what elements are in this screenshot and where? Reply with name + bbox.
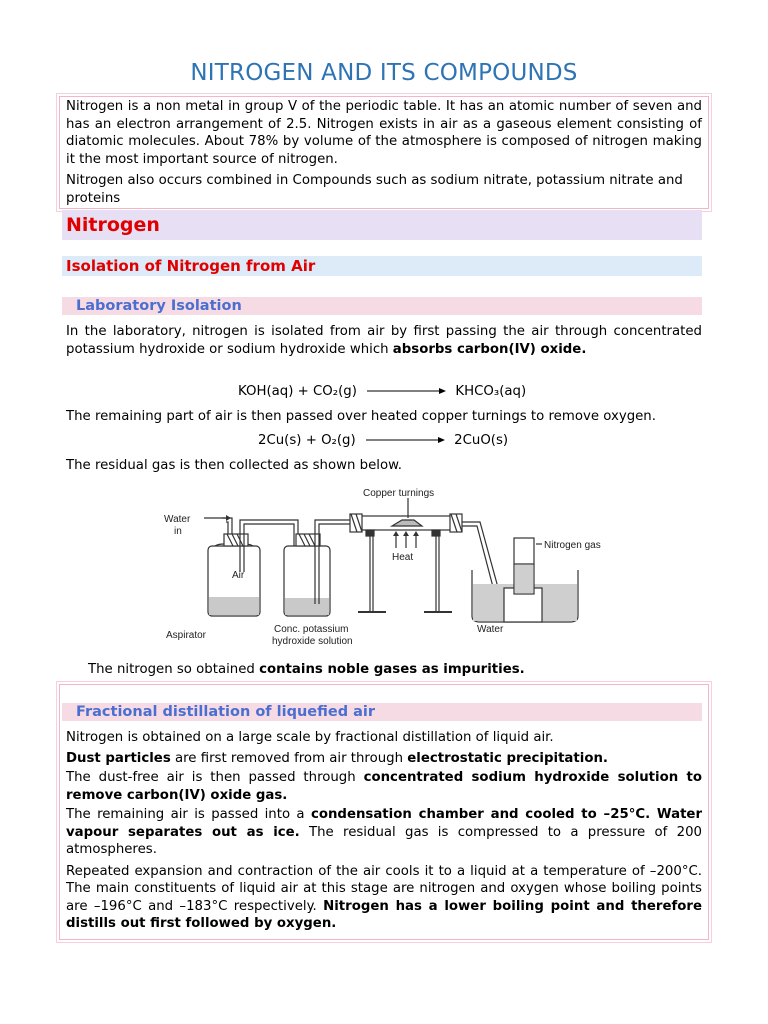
apparatus-diagram — [160, 484, 620, 650]
fractional-paragraph-4 — [66, 806, 702, 859]
lab-paragraph-3 — [66, 457, 702, 475]
label-copper-turnings: Copper turnings — [363, 488, 435, 499]
equation-2 — [258, 433, 508, 448]
lab-paragraph-2-text: The remaining part of air is then passed over heated copper turnings to remove oxygen. — [66, 409, 656, 424]
fractional-p5-bold: Nitrogen has a lower boiling point and therefore distills out first followed by oxygen. — [66, 898, 702, 931]
equation-2-right: 2CuO(s) — [454, 433, 509, 448]
lab-note-bold: contains noble gases as impurities. — [259, 662, 525, 677]
label-aspirator: Aspirator — [166, 630, 207, 641]
lab-paragraph-2 — [66, 408, 702, 426]
fractional-p2-bold-2: electrostatic precipitation. — [407, 750, 608, 766]
label-water-in-1: Water — [164, 514, 191, 525]
subheading-isolation: Isolation of Nitrogen from Air — [62, 256, 702, 276]
lab-note-text: The nitrogen so obtained — [88, 662, 260, 677]
fractional-p2-text: are first removed from air through — [170, 750, 408, 766]
label-water-in-2: in — [174, 526, 182, 537]
equation-1-right: KHCO₃(aq) — [455, 384, 527, 399]
heading-fractional-distillation: Fractional distillation of liquefied air — [62, 703, 702, 721]
arrow-icon — [365, 386, 447, 396]
page-title: NITROGEN AND ITS COMPOUNDS — [190, 60, 578, 86]
lab-text: In the laboratory, nitrogen is isolated from air by first passing the air through concentrated potassium hydroxide or sodium hydroxide which — [66, 324, 702, 357]
lab-paragraph-3-text: The residual gas is then collected as shown below. — [66, 458, 402, 473]
heading-laboratory-isolation: Laboratory Isolation — [62, 297, 702, 315]
label-heat: Heat — [392, 552, 414, 563]
fractional-p5-text: Repeated expansion and contraction of the air cools it to a liquid at a temperature of –200°C. The main constituents of liquid air at this stage are nitrogen and oxygen whose boiling points are –196°C and –183°C respectively. — [66, 863, 702, 914]
arrow-icon — [364, 435, 446, 445]
section-heading-nitrogen: Nitrogen — [62, 210, 702, 240]
equation-2-left: 2Cu(s) + O₂(g) — [258, 433, 356, 448]
fractional-paragraph-5 — [66, 863, 702, 933]
fractional-p4-bold: condensation chamber and cooled to –25°C. Water vapour separates out as ice. — [66, 807, 703, 840]
fractional-p3-text: The dust-free air is then passed through — [66, 770, 364, 785]
fractional-p3-bold: concentrated sodium hydroxide solution to remove carbon(IV) oxide gas. — [66, 770, 702, 803]
equation-1-left: KOH(aq) + CO₂(g) — [238, 384, 357, 399]
lab-paragraph-1 — [66, 323, 702, 358]
label-conc-2: hydroxide solution — [272, 636, 353, 647]
fractional-paragraph-3 — [66, 769, 702, 804]
label-conc-1: Conc. potassium — [274, 624, 349, 635]
label-water: Water — [477, 624, 504, 635]
fractional-paragraph-1: Nitrogen is obtained on a large scale by fractional distillation of liquid air. — [66, 730, 554, 745]
label-air: Air — [232, 570, 245, 581]
intro-paragraph-1: Nitrogen is a non metal in group V of the periodic table. It has an atomic number of seven and has an electron arrangement of 2.5. Nitrogen exists in air as a gaseous element consisting of diatomic molecules. About 78% by volume of the atmosphere is composed of nitrogen making it the most important source of nitrogen. — [66, 99, 702, 167]
fractional-p2-bold-1: Dust particles — [66, 750, 171, 766]
fractional-text — [66, 729, 702, 933]
lab-note — [88, 661, 724, 679]
fractional-p4-end: The residual gas is compressed to a pressure of 200 atmospheres. — [66, 824, 702, 857]
intro-paragraph-2: Nitrogen also occurs combined in Compounds such as sodium nitrate, potassium nitrate and proteins — [66, 173, 683, 206]
equation-1 — [238, 384, 526, 399]
lab-text-bold: absorbs carbon(IV) oxide. — [392, 341, 587, 357]
fractional-p4-text: The remaining air is passed into a — [66, 807, 311, 822]
intro-text — [66, 98, 702, 207]
fractional-paragraph-2 — [66, 750, 702, 768]
label-nitrogen-gas: Nitrogen gas — [544, 540, 601, 551]
